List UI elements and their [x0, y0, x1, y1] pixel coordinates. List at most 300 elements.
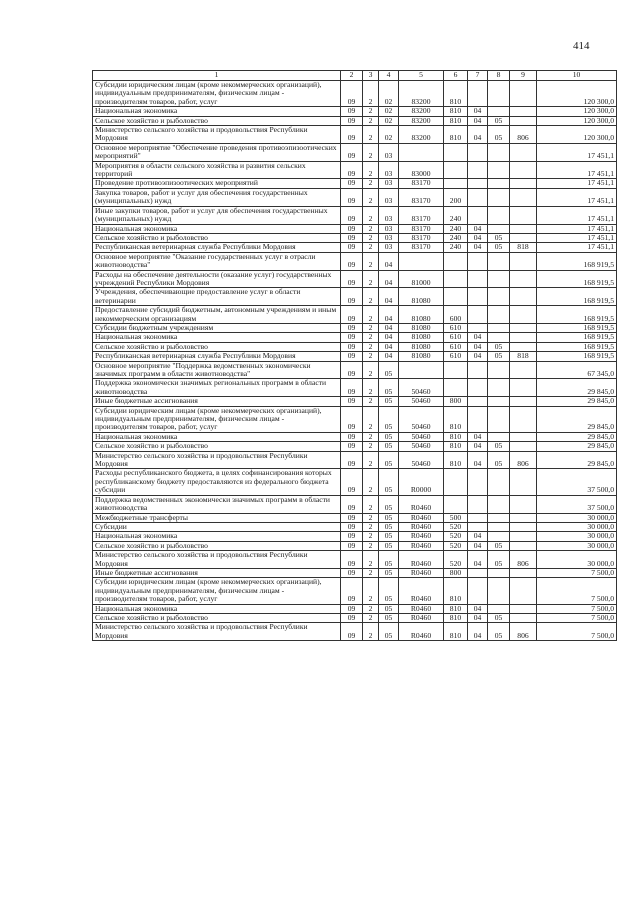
section-code: 09: [341, 451, 363, 469]
section-code: 09: [341, 107, 363, 116]
expense-type-code: 520: [444, 522, 468, 531]
subsection-code-2: [488, 568, 510, 577]
amount: 30 000,0: [537, 551, 617, 569]
amount: 7 500,0: [537, 623, 617, 641]
ministry-code: [510, 495, 537, 513]
subsection-code-2: [488, 188, 510, 206]
table-row: [93, 578, 617, 604]
amount: 29 845,0: [537, 397, 617, 406]
expense-code: [399, 361, 444, 379]
section-code: 09: [341, 495, 363, 513]
amount: 29 845,0: [537, 451, 617, 469]
section-code-2: [468, 522, 488, 531]
subsection-code: 2: [363, 342, 379, 351]
expense-type-code: 240: [444, 224, 468, 233]
expense-type-code: [444, 495, 468, 513]
expense-type-code: 800: [444, 568, 468, 577]
table-row: [93, 406, 617, 432]
column-header: 5: [399, 71, 444, 81]
ministry-code: [510, 613, 537, 622]
section-code-2: [468, 188, 488, 206]
section-code: 09: [341, 379, 363, 397]
section-code-2: [468, 179, 488, 188]
section-code: 09: [341, 342, 363, 351]
subsection-code-2: 05: [488, 623, 510, 641]
subsection-code: 2: [363, 352, 379, 361]
section-code: 09: [341, 243, 363, 252]
section-code-2: [468, 143, 488, 161]
table-row: [93, 568, 617, 577]
subsection-code-2: 05: [488, 442, 510, 451]
section-code-2: [468, 578, 488, 604]
row-name: Министерство сельского хозяйства и продовольствия Республики Мордовия: [93, 126, 341, 144]
program-code: 03: [379, 188, 399, 206]
program-code: 05: [379, 551, 399, 569]
subsection-code-2: [488, 513, 510, 522]
row-name: Сельское хозяйство и рыболовство: [93, 613, 341, 622]
subsection-code-2: [488, 206, 510, 224]
subsection-code-2: [488, 578, 510, 604]
program-code: 04: [379, 352, 399, 361]
section-code-2: 04: [468, 126, 488, 144]
table-row: [93, 224, 617, 233]
ministry-code: [510, 342, 537, 351]
expense-code: 50460: [399, 442, 444, 451]
section-code: 09: [341, 333, 363, 342]
subsection-code: 2: [363, 432, 379, 441]
row-name: Поддержка ведомственных экономически значимых программ в области животноводства: [93, 495, 341, 513]
subsection-code: 2: [363, 288, 379, 306]
ministry-code: 818: [510, 352, 537, 361]
section-code: 09: [341, 397, 363, 406]
amount: 168 919,5: [537, 352, 617, 361]
subsection-code: 2: [363, 495, 379, 513]
subsection-code-2: [488, 306, 510, 324]
amount: 168 919,5: [537, 323, 617, 332]
ministry-code: [510, 306, 537, 324]
ministry-code: [510, 143, 537, 161]
expense-code: 83200: [399, 107, 444, 116]
amount: 30 000,0: [537, 513, 617, 522]
section-code-2: 04: [468, 451, 488, 469]
section-code-2: [468, 270, 488, 288]
row-name: Сельское хозяйство и рыболовство: [93, 342, 341, 351]
table-header-row: [93, 71, 617, 81]
subsection-code-2: [488, 361, 510, 379]
amount: 37 500,0: [537, 469, 617, 495]
ministry-code: [510, 379, 537, 397]
amount: 37 500,0: [537, 495, 617, 513]
amount: 17 451,1: [537, 179, 617, 188]
expense-code: R0460: [399, 522, 444, 531]
expense-code: R0460: [399, 568, 444, 577]
subsection-code: 2: [363, 406, 379, 432]
table-row: [93, 206, 617, 224]
section-code-2: [468, 495, 488, 513]
section-code-2: [468, 568, 488, 577]
subsection-code: 2: [363, 107, 379, 116]
row-name: Субсидии бюджетным учреждениям: [93, 323, 341, 332]
amount: 17 451,1: [537, 224, 617, 233]
subsection-code: 2: [363, 532, 379, 541]
column-header: 10: [537, 71, 617, 81]
amount: 168 919,5: [537, 306, 617, 324]
expense-type-code: 520: [444, 532, 468, 541]
subsection-code: 2: [363, 361, 379, 379]
ministry-code: [510, 288, 537, 306]
column-header: 3: [363, 71, 379, 81]
subsection-code: 2: [363, 379, 379, 397]
expense-code: 83000: [399, 161, 444, 179]
subsection-code: 2: [363, 126, 379, 144]
amount: 168 919,5: [537, 333, 617, 342]
section-code: 09: [341, 306, 363, 324]
ministry-code: [510, 361, 537, 379]
subsection-code: 2: [363, 270, 379, 288]
row-name: Сельское хозяйство и рыболовство: [93, 116, 341, 125]
expense-code: 81080: [399, 288, 444, 306]
program-code: 05: [379, 432, 399, 441]
section-code-2: 04: [468, 604, 488, 613]
ministry-code: [510, 406, 537, 432]
section-code-2: [468, 379, 488, 397]
expense-code: 50460: [399, 432, 444, 441]
ministry-code: [510, 442, 537, 451]
row-name: Республиканская ветеринарная служба Республики Мордовия: [93, 352, 341, 361]
section-code-2: 04: [468, 613, 488, 622]
expense-code: 83200: [399, 116, 444, 125]
amount: 17 451,1: [537, 233, 617, 242]
program-code: 05: [379, 613, 399, 622]
expense-type-code: 810: [444, 406, 468, 432]
expense-type-code: 520: [444, 541, 468, 550]
row-name: Национальная экономика: [93, 604, 341, 613]
section-code-2: 04: [468, 541, 488, 550]
subsection-code: 2: [363, 451, 379, 469]
expense-code: 81080: [399, 342, 444, 351]
section-code: 09: [341, 623, 363, 641]
table-row: [93, 397, 617, 406]
subsection-code: 2: [363, 252, 379, 270]
expense-type-code: [444, 361, 468, 379]
section-code-2: [468, 206, 488, 224]
ministry-code: [510, 206, 537, 224]
subsection-code-2: [488, 270, 510, 288]
subsection-code-2: [488, 604, 510, 613]
program-code: 05: [379, 397, 399, 406]
subsection-code-2: [488, 323, 510, 332]
expense-type-code: [444, 469, 468, 495]
table-row: [93, 288, 617, 306]
expense-code: R0460: [399, 578, 444, 604]
row-name: Закупка товаров, работ и услуг для обеспечения государственных (муниципальных) нужд: [93, 188, 341, 206]
section-code-2: 04: [468, 243, 488, 252]
expense-code: R0460: [399, 551, 444, 569]
row-name: Национальная экономика: [93, 432, 341, 441]
ministry-code: 806: [510, 126, 537, 144]
subsection-code: 2: [363, 513, 379, 522]
program-code: 02: [379, 116, 399, 125]
expense-type-code: 600: [444, 306, 468, 324]
row-name: Расходы на обеспечение деятельности (оказание услуг) государственных учреждений Республики Мордовия: [93, 270, 341, 288]
expense-code: 83200: [399, 126, 444, 144]
program-code: 04: [379, 270, 399, 288]
subsection-code-2: [488, 432, 510, 441]
expense-type-code: 810: [444, 604, 468, 613]
subsection-code-2: 05: [488, 541, 510, 550]
amount: 30 000,0: [537, 532, 617, 541]
amount: 168 919,5: [537, 288, 617, 306]
program-code: 05: [379, 568, 399, 577]
subsection-code-2: 05: [488, 451, 510, 469]
section-code: 09: [341, 288, 363, 306]
column-header: 8: [488, 71, 510, 81]
expense-type-code: 810: [444, 81, 468, 107]
row-name: Субсидии юридическим лицам (кроме некоммерческих организаций), индивидуальным предпринимателям, физическим лицам - производителям товаров, работ, услуг: [93, 406, 341, 432]
program-code: 03: [379, 143, 399, 161]
subsection-code-2: 05: [488, 613, 510, 622]
amount: 7 500,0: [537, 568, 617, 577]
subsection-code-2: [488, 179, 510, 188]
expense-code: R0460: [399, 541, 444, 550]
subsection-code: 2: [363, 224, 379, 233]
ministry-code: [510, 469, 537, 495]
program-code: 04: [379, 252, 399, 270]
ministry-code: [510, 270, 537, 288]
section-code-2: [468, 323, 488, 332]
expense-type-code: 810: [444, 126, 468, 144]
ministry-code: 806: [510, 551, 537, 569]
section-code: 09: [341, 252, 363, 270]
subsection-code: 2: [363, 604, 379, 613]
section-code: 09: [341, 352, 363, 361]
program-code: 03: [379, 243, 399, 252]
program-code: 04: [379, 323, 399, 332]
amount: 120 300,0: [537, 81, 617, 107]
subsection-code: 2: [363, 306, 379, 324]
expense-type-code: 810: [444, 116, 468, 125]
expense-type-code: 810: [444, 451, 468, 469]
expense-code: 83170: [399, 179, 444, 188]
amount: 29 845,0: [537, 432, 617, 441]
ministry-code: 818: [510, 243, 537, 252]
expense-code: 83170: [399, 243, 444, 252]
row-name: Сельское хозяйство и рыболовство: [93, 233, 341, 242]
row-name: Министерство сельского хозяйства и продовольствия Республики Мордовия: [93, 623, 341, 641]
program-code: 04: [379, 333, 399, 342]
table-row: [93, 379, 617, 397]
subsection-code: 2: [363, 578, 379, 604]
program-code: 02: [379, 81, 399, 107]
expense-type-code: 240: [444, 206, 468, 224]
program-code: 05: [379, 495, 399, 513]
subsection-code: 2: [363, 397, 379, 406]
row-name: Субсидии юридическим лицам (кроме некоммерческих организаций), индивидуальным предпринимателям, физическим лицам - производителям товаров, работ, услуг: [93, 578, 341, 604]
amount: 7 500,0: [537, 604, 617, 613]
subsection-code-2: 05: [488, 233, 510, 242]
section-code-2: 04: [468, 333, 488, 342]
expense-type-code: [444, 270, 468, 288]
section-code-2: 04: [468, 107, 488, 116]
section-code-2: [468, 81, 488, 107]
subsection-code: 2: [363, 469, 379, 495]
subsection-code: 2: [363, 206, 379, 224]
amount: 17 451,1: [537, 188, 617, 206]
table-row: [93, 306, 617, 324]
expense-code: 83170: [399, 206, 444, 224]
expense-code: R0460: [399, 495, 444, 513]
section-code-2: 04: [468, 442, 488, 451]
table-row: [93, 352, 617, 361]
program-code: 05: [379, 522, 399, 531]
subsection-code-2: [488, 522, 510, 531]
budget-table: [92, 70, 617, 641]
section-code: 09: [341, 578, 363, 604]
subsection-code-2: 05: [488, 126, 510, 144]
section-code: 09: [341, 541, 363, 550]
row-name: Субсидии юридическим лицам (кроме некоммерческих организаций), индивидуальным предпринимателям, физическим лицам - производителям товаров, работ, услуг: [93, 81, 341, 107]
program-code: 03: [379, 224, 399, 233]
program-code: 04: [379, 306, 399, 324]
program-code: 03: [379, 179, 399, 188]
subsection-code-2: [488, 81, 510, 107]
amount: 30 000,0: [537, 541, 617, 550]
table-row: [93, 323, 617, 332]
expense-code: 83170: [399, 188, 444, 206]
row-name: Основное мероприятие "Обеспечение проведения противоэпизоотических мероприятий": [93, 143, 341, 161]
subsection-code: 2: [363, 442, 379, 451]
table-row: [93, 442, 617, 451]
amount: 7 500,0: [537, 613, 617, 622]
section-code: 09: [341, 323, 363, 332]
ministry-code: [510, 252, 537, 270]
section-code: 09: [341, 432, 363, 441]
section-code: 09: [341, 513, 363, 522]
table-row: [93, 432, 617, 441]
section-code-2: 04: [468, 342, 488, 351]
subsection-code-2: [488, 495, 510, 513]
subsection-code: 2: [363, 323, 379, 332]
expense-type-code: 240: [444, 243, 468, 252]
row-name: Расходы республиканского бюджета, в целях софинансирования которых республиканскому бюджету предоставляются из федерального бюджета субсидии: [93, 469, 341, 495]
table-row: [93, 188, 617, 206]
table-row: [93, 107, 617, 116]
amount: 67 345,0: [537, 361, 617, 379]
program-code: 04: [379, 342, 399, 351]
subsection-code: 2: [363, 188, 379, 206]
section-code-2: [468, 361, 488, 379]
ministry-code: [510, 522, 537, 531]
subsection-code: 2: [363, 541, 379, 550]
ministry-code: [510, 333, 537, 342]
table-row: [93, 161, 617, 179]
amount: 168 919,5: [537, 342, 617, 351]
subsection-code-2: 05: [488, 352, 510, 361]
table-row: [93, 532, 617, 541]
expense-code: 50460: [399, 451, 444, 469]
expense-code: R0000: [399, 469, 444, 495]
table-row: [93, 604, 617, 613]
expense-type-code: 500: [444, 513, 468, 522]
row-name: Субсидии: [93, 522, 341, 531]
expense-type-code: 810: [444, 578, 468, 604]
amount: 7 500,0: [537, 578, 617, 604]
row-name: Национальная экономика: [93, 532, 341, 541]
section-code: 09: [341, 224, 363, 233]
subsection-code-2: [488, 143, 510, 161]
expense-code: R0460: [399, 532, 444, 541]
expense-type-code: [444, 161, 468, 179]
subsection-code: 2: [363, 116, 379, 125]
section-code: 09: [341, 406, 363, 432]
ministry-code: [510, 188, 537, 206]
expense-code: R0460: [399, 604, 444, 613]
program-code: 05: [379, 451, 399, 469]
ministry-code: [510, 397, 537, 406]
expense-code: 50460: [399, 379, 444, 397]
expense-type-code: [444, 252, 468, 270]
row-name: Сельское хозяйство и рыболовство: [93, 442, 341, 451]
program-code: 05: [379, 361, 399, 379]
section-code: 09: [341, 522, 363, 531]
expense-code: 81080: [399, 352, 444, 361]
table-row: [93, 551, 617, 569]
table-row: [93, 179, 617, 188]
program-code: 05: [379, 541, 399, 550]
row-name: Национальная экономика: [93, 333, 341, 342]
program-code: 05: [379, 623, 399, 641]
section-code-2: 04: [468, 224, 488, 233]
row-name: Основное мероприятие "Поддержка ведомственных экономически значимых программ в области животноводства": [93, 361, 341, 379]
section-code: 09: [341, 116, 363, 125]
subsection-code: 2: [363, 243, 379, 252]
section-code-2: [468, 306, 488, 324]
section-code: 09: [341, 81, 363, 107]
expense-code: 83170: [399, 224, 444, 233]
section-code-2: 04: [468, 116, 488, 125]
expense-code: 81080: [399, 306, 444, 324]
expense-code: [399, 252, 444, 270]
ministry-code: [510, 323, 537, 332]
row-name: Предоставление субсидий бюджетным, автономным учреждениям и иным некоммерческим организациям: [93, 306, 341, 324]
amount: 120 300,0: [537, 107, 617, 116]
expense-type-code: 810: [444, 107, 468, 116]
subsection-code-2: [488, 406, 510, 432]
section-code: 09: [341, 442, 363, 451]
column-header: 2: [341, 71, 363, 81]
section-code-2: 04: [468, 623, 488, 641]
expense-type-code: [444, 179, 468, 188]
column-header: 1: [93, 71, 341, 81]
amount: 29 845,0: [537, 379, 617, 397]
section-code-2: 04: [468, 532, 488, 541]
program-code: 05: [379, 604, 399, 613]
table-row: [93, 252, 617, 270]
row-name: Поддержка экономически значимых региональных программ в области животноводства: [93, 379, 341, 397]
subsection-code: 2: [363, 179, 379, 188]
section-code: 09: [341, 568, 363, 577]
program-code: 02: [379, 107, 399, 116]
expense-type-code: 610: [444, 323, 468, 332]
section-code: 09: [341, 551, 363, 569]
subsection-code: 2: [363, 568, 379, 577]
program-code: 03: [379, 206, 399, 224]
subsection-code: 2: [363, 333, 379, 342]
ministry-code: [510, 541, 537, 550]
column-header: 9: [510, 71, 537, 81]
expense-type-code: 610: [444, 352, 468, 361]
expense-type-code: 810: [444, 623, 468, 641]
